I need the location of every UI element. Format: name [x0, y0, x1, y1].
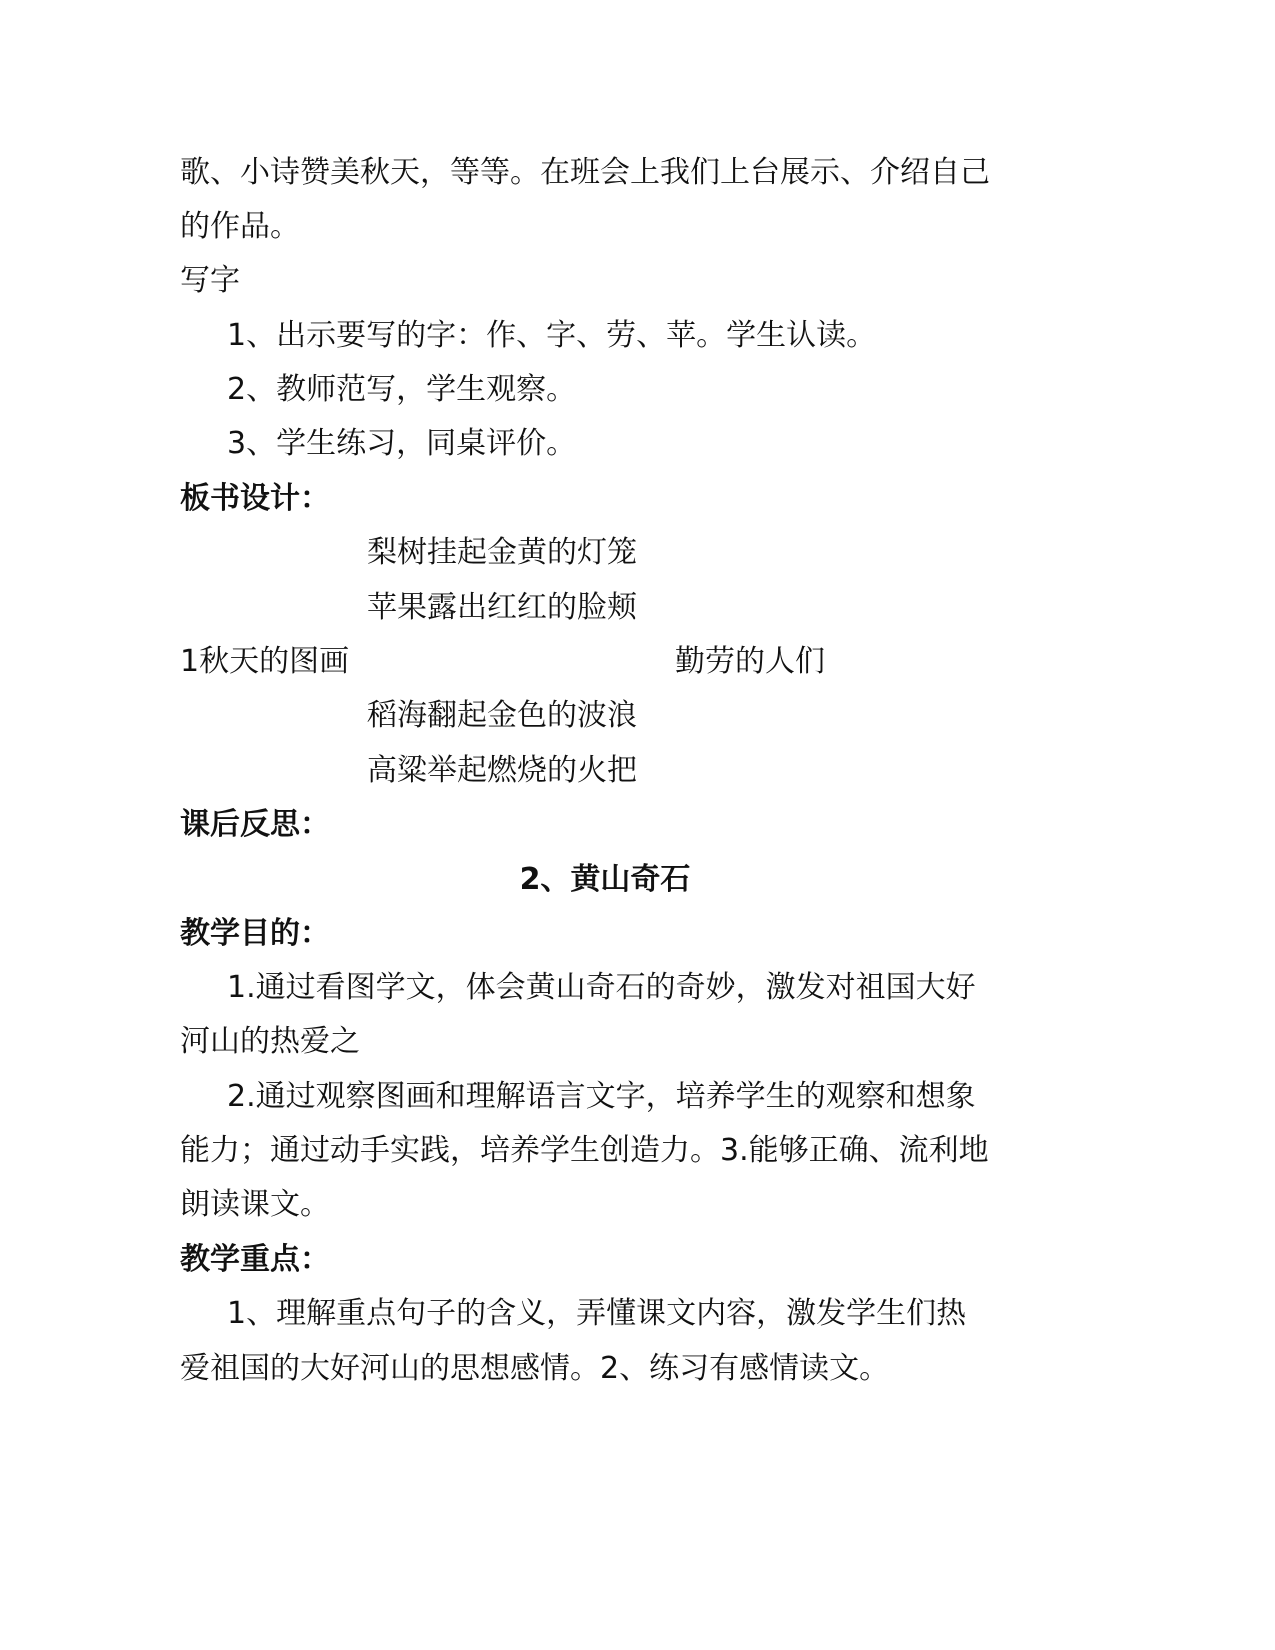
- reflection-heading: 课后反思：: [180, 807, 330, 842]
- intro-line-2: 的作品。: [180, 209, 300, 244]
- goal-2-line-2: 能力；通过动手实践，培养学生创造力。3.能够正确、流利地: [180, 1133, 989, 1168]
- board-line-1: 梨树挂起金黄的灯笼: [367, 535, 637, 570]
- goal-2-line-1: 2.通过观察图画和理解语言文字，培养学生的观察和想象: [227, 1079, 976, 1114]
- board-line-4: 高粱举起燃烧的火把: [367, 753, 637, 788]
- writing-heading: 写字: [180, 263, 240, 298]
- board-left-label: 1秋天的图画: [180, 644, 350, 679]
- writing-step-2: 2、教师范写，学生观察。: [227, 372, 577, 407]
- key-point-line-1: 1、理解重点句子的含义，弄懂课文内容，激发学生们热: [227, 1296, 967, 1331]
- goal-1-line-1: 1.通过看图学文，体会黄山奇石的奇妙，激发对祖国大好: [227, 970, 976, 1005]
- goal-1-line-2: 河山的热爱之: [180, 1024, 360, 1059]
- lesson-title: 2、黄山奇石: [519, 862, 691, 897]
- goals-heading: 教学目的：: [180, 916, 330, 951]
- intro-line-1: 歌、小诗赞美秋天，等等。在班会上我们上台展示、介绍自己: [180, 155, 990, 190]
- key-point-line-2: 爱祖国的大好河山的思想感情。2、练习有感情读文。: [180, 1351, 890, 1386]
- board-line-2: 苹果露出红红的脸颊: [367, 590, 637, 625]
- goal-2-line-3: 朗读课文。: [180, 1187, 330, 1222]
- board-right-label: 勤劳的人们: [675, 644, 825, 679]
- board-design-heading: 板书设计：: [180, 481, 330, 516]
- writing-step-1: 1、出示要写的字：作、字、劳、苹。学生认读。: [227, 318, 877, 353]
- board-line-3: 稻海翻起金色的波浪: [367, 698, 637, 733]
- key-points-heading: 教学重点：: [180, 1242, 330, 1277]
- writing-step-3: 3、学生练习，同桌评价。: [227, 426, 577, 461]
